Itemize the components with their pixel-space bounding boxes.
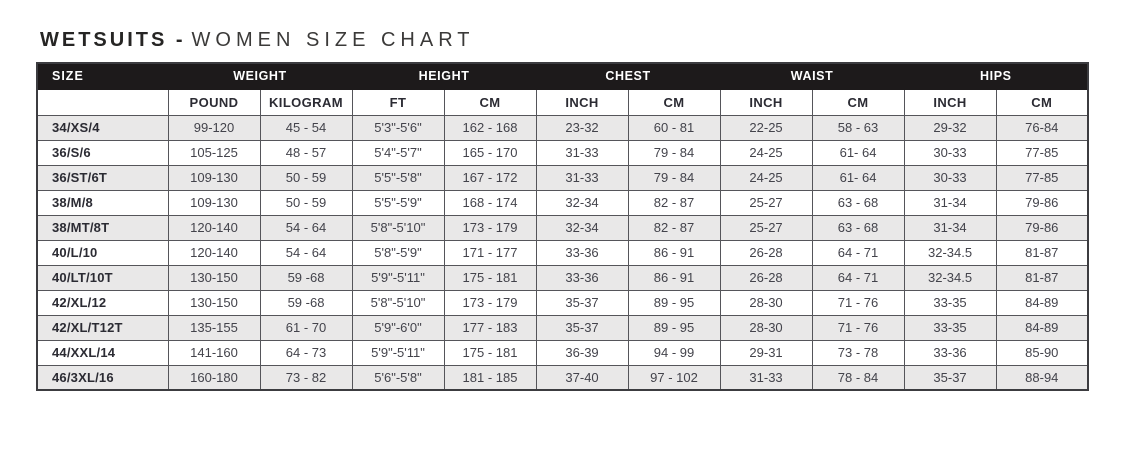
- page-title-variant: WOMEN SIZE CHART: [191, 29, 475, 51]
- table-cell: 25-27: [720, 215, 812, 240]
- table-cell: 5'8"-5'10": [352, 290, 444, 315]
- table-cell: 81-87: [996, 240, 1088, 265]
- table-cell: 31-33: [536, 165, 628, 190]
- table-cell: 160-180: [168, 365, 260, 390]
- table-cell: 79-86: [996, 215, 1088, 240]
- table-cell: 50 - 59: [260, 165, 352, 190]
- group-header-chest: CHEST: [536, 63, 720, 89]
- table-cell: 28-30: [720, 315, 812, 340]
- table-cell: 24-25: [720, 165, 812, 190]
- table-cell: 58 - 63: [812, 115, 904, 140]
- table-row: [37, 115, 1088, 140]
- table-cell: 141-160: [168, 340, 260, 365]
- table-cell: 109-130: [168, 165, 260, 190]
- table-body: [37, 115, 1088, 390]
- table-row: [37, 190, 1088, 215]
- table-cell: 175 - 181: [444, 265, 536, 290]
- sub-header-cm-8: CM: [812, 89, 904, 115]
- table-cell: 177 - 183: [444, 315, 536, 340]
- table-cell: 59 -68: [260, 290, 352, 315]
- table-row: [37, 140, 1088, 165]
- table-cell: 79 - 84: [628, 140, 720, 165]
- size-label: 40/L/10: [37, 240, 168, 265]
- table-cell: 175 - 181: [444, 340, 536, 365]
- table-cell: 32-34.5: [904, 240, 996, 265]
- table-row: [37, 290, 1088, 315]
- table-row: [37, 265, 1088, 290]
- size-label: 40/LT/10T: [37, 265, 168, 290]
- group-header-height: HEIGHT: [352, 63, 536, 89]
- table-cell: 32-34: [536, 215, 628, 240]
- size-label: 44/XXL/14: [37, 340, 168, 365]
- table-cell: 78 - 84: [812, 365, 904, 390]
- table-cell: 109-130: [168, 190, 260, 215]
- table-cell: 29-31: [720, 340, 812, 365]
- table-cell: 105-125: [168, 140, 260, 165]
- table-cell: 26-28: [720, 240, 812, 265]
- sub-header-row: [37, 89, 1088, 115]
- table-cell: 59 -68: [260, 265, 352, 290]
- table-row: [37, 340, 1088, 365]
- table-cell: 82 - 87: [628, 190, 720, 215]
- table-cell: 173 - 179: [444, 290, 536, 315]
- table-header: [37, 63, 1088, 115]
- table-cell: 82 - 87: [628, 215, 720, 240]
- table-cell: 5'5"-5'8": [352, 165, 444, 190]
- table-cell: 79-86: [996, 190, 1088, 215]
- table-row: [37, 165, 1088, 190]
- table-cell: 5'6"-5'8": [352, 365, 444, 390]
- table-cell: 165 - 170: [444, 140, 536, 165]
- table-cell: 63 - 68: [812, 215, 904, 240]
- table-cell: 33-36: [536, 265, 628, 290]
- sub-header-cm-4: CM: [444, 89, 536, 115]
- table-cell: 26-28: [720, 265, 812, 290]
- table-row: [37, 315, 1088, 340]
- size-chart-table: [36, 62, 1089, 391]
- table-cell: 63 - 68: [812, 190, 904, 215]
- table-cell: 33-35: [904, 290, 996, 315]
- sub-header-cm-6: CM: [628, 89, 720, 115]
- page-title: [40, 28, 1135, 52]
- table-cell: 120-140: [168, 215, 260, 240]
- table-cell: 77-85: [996, 165, 1088, 190]
- sub-header-cm-10: CM: [996, 89, 1088, 115]
- table-cell: 81-87: [996, 265, 1088, 290]
- table-cell: 61- 64: [812, 165, 904, 190]
- table-cell: 28-30: [720, 290, 812, 315]
- table-cell: 85-90: [996, 340, 1088, 365]
- table-cell: 5'9"-5'11": [352, 265, 444, 290]
- size-label: 36/S/6: [37, 140, 168, 165]
- size-label: 34/XS/4: [37, 115, 168, 140]
- table-cell: 79 - 84: [628, 165, 720, 190]
- table-cell: 5'8"-5'9": [352, 240, 444, 265]
- table-cell: 35-37: [536, 290, 628, 315]
- sub-header-kilogram-2: KILOGRAM: [260, 89, 352, 115]
- size-label: 42/XL/12: [37, 290, 168, 315]
- table-cell: 54 - 64: [260, 215, 352, 240]
- table-cell: 5'9"-5'11": [352, 340, 444, 365]
- size-label: 36/ST/6T: [37, 165, 168, 190]
- table-cell: 48 - 57: [260, 140, 352, 165]
- table-cell: 71 - 76: [812, 290, 904, 315]
- table-cell: 89 - 95: [628, 290, 720, 315]
- size-label: 46/3XL/16: [37, 365, 168, 390]
- table-cell: 64 - 71: [812, 240, 904, 265]
- table-cell: 32-34: [536, 190, 628, 215]
- table-row: [37, 215, 1088, 240]
- table-cell: 64 - 71: [812, 265, 904, 290]
- table-cell: 33-36: [536, 240, 628, 265]
- table-cell: 162 - 168: [444, 115, 536, 140]
- table-cell: 36-39: [536, 340, 628, 365]
- table-cell: 31-33: [536, 140, 628, 165]
- table-cell: 71 - 76: [812, 315, 904, 340]
- table-cell: 22-25: [720, 115, 812, 140]
- table-cell: 120-140: [168, 240, 260, 265]
- table-cell: 173 - 179: [444, 215, 536, 240]
- group-header-hips: HIPS: [904, 63, 1088, 89]
- table-cell: 77-85: [996, 140, 1088, 165]
- table-cell: 23-32: [536, 115, 628, 140]
- table-cell: 86 - 91: [628, 265, 720, 290]
- table-cell: 73 - 78: [812, 340, 904, 365]
- table-cell: 50 - 59: [260, 190, 352, 215]
- table-cell: 37-40: [536, 365, 628, 390]
- table-cell: 33-36: [904, 340, 996, 365]
- table-cell: 73 - 82: [260, 365, 352, 390]
- table-cell: 33-35: [904, 315, 996, 340]
- table-cell: 31-34: [904, 215, 996, 240]
- table-cell: 60 - 81: [628, 115, 720, 140]
- table-cell: 31-33: [720, 365, 812, 390]
- table-cell: 168 - 174: [444, 190, 536, 215]
- table-cell: 99-120: [168, 115, 260, 140]
- sub-header-empty: [37, 89, 168, 115]
- table-cell: 35-37: [904, 365, 996, 390]
- table-cell: 31-34: [904, 190, 996, 215]
- sub-header-inch-7: INCH: [720, 89, 812, 115]
- sub-header-pound-1: POUND: [168, 89, 260, 115]
- table-cell: 5'8"-5'10": [352, 215, 444, 240]
- table-cell: 30-33: [904, 165, 996, 190]
- group-header-size: SIZE: [37, 63, 168, 89]
- group-header-waist: WAIST: [720, 63, 904, 89]
- table-cell: 35-37: [536, 315, 628, 340]
- table-cell: 181 - 185: [444, 365, 536, 390]
- size-label: 38/M/8: [37, 190, 168, 215]
- table-cell: 89 - 95: [628, 315, 720, 340]
- table-cell: 5'4"-5'7": [352, 140, 444, 165]
- table-cell: 97 - 102: [628, 365, 720, 390]
- table-cell: 86 - 91: [628, 240, 720, 265]
- table-cell: 45 - 54: [260, 115, 352, 140]
- table-cell: 61 - 70: [260, 315, 352, 340]
- table-cell: 130-150: [168, 290, 260, 315]
- group-header-weight: WEIGHT: [168, 63, 352, 89]
- sub-header-inch-5: INCH: [536, 89, 628, 115]
- size-label: 42/XL/T12T: [37, 315, 168, 340]
- table-cell: 135-155: [168, 315, 260, 340]
- table-cell: 64 - 73: [260, 340, 352, 365]
- table-row: [37, 365, 1088, 390]
- table-cell: 32-34.5: [904, 265, 996, 290]
- table-cell: 5'5"-5'9": [352, 190, 444, 215]
- table-cell: 25-27: [720, 190, 812, 215]
- table-cell: 130-150: [168, 265, 260, 290]
- group-header-row: [37, 63, 1088, 89]
- table-cell: 84-89: [996, 290, 1088, 315]
- table-cell: 30-33: [904, 140, 996, 165]
- table-cell: 61- 64: [812, 140, 904, 165]
- table-cell: 167 - 172: [444, 165, 536, 190]
- table-cell: 171 - 177: [444, 240, 536, 265]
- sub-header-inch-9: INCH: [904, 89, 996, 115]
- table-cell: 88-94: [996, 365, 1088, 390]
- table-cell: 84-89: [996, 315, 1088, 340]
- page-title-product: WETSUITS -: [40, 29, 186, 51]
- table-cell: 94 - 99: [628, 340, 720, 365]
- table-cell: 29-32: [904, 115, 996, 140]
- table-cell: 54 - 64: [260, 240, 352, 265]
- table-cell: 24-25: [720, 140, 812, 165]
- table-cell: 76-84: [996, 115, 1088, 140]
- table-cell: 5'3"-5'6": [352, 115, 444, 140]
- size-label: 38/MT/8T: [37, 215, 168, 240]
- sub-header-ft-3: FT: [352, 89, 444, 115]
- table-cell: 5'9"-6'0": [352, 315, 444, 340]
- table-row: [37, 240, 1088, 265]
